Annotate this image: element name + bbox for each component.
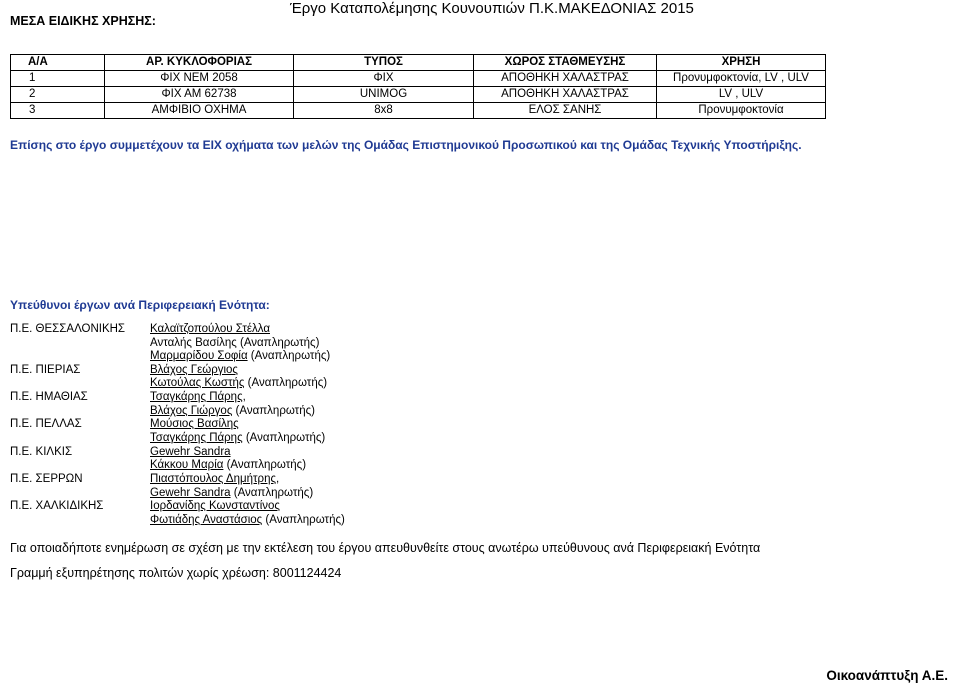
participants-note: Επίσης στο έργο συμμετέχουν τα ΕΙΧ οχήματα των μελών της Ομάδας Επιστημονικού Προσωπικού και της Ομάδας Τεχνικής Υποστήριξης. (10, 138, 802, 152)
column-header-plate: ΑΡ. ΚΥΚΛΟΦΟΡΙΑΣ (105, 55, 294, 71)
person-role: (Αναπληρωτής) (236, 337, 320, 349)
region-pella: Π.Ε. ΠΕΛΛΑΣ (10, 418, 82, 430)
person-role: (Αναπληρωτής) (262, 514, 345, 526)
hotline-line: Γραμμή εξυπηρέτησης πολιτών χωρίς χρέωση: 8001124424 (10, 566, 342, 580)
column-header-use: ΧΡΗΣΗ (657, 55, 826, 71)
person-name: Τσαγκάρης Πάρης (150, 391, 243, 403)
cell-aa: 3 (11, 103, 105, 119)
person-name: Μαρμαρίδου Σοφία (150, 350, 248, 362)
cell-use: Προνυμφοκτονία (657, 103, 826, 119)
person-name: Μούσιος Βασίλης (150, 418, 239, 430)
region-imathia: Π.Ε. ΗΜΑΘΙΑΣ (10, 391, 88, 403)
person-name: Βλάχος Γεώργιος (150, 364, 238, 376)
region-chalkidiki: Π.Ε. ΧΑΛΚΙΔΙΚΗΣ (10, 500, 104, 512)
person-entry (150, 418, 239, 430)
person-name: Ανταλής Βασίλης (150, 337, 237, 349)
person-name: Βλάχος Γιώργος (150, 405, 233, 417)
person-role: (Αναπληρωτής) (242, 432, 326, 444)
person-name: Κωτούλας Κωστής (150, 377, 245, 389)
person-role: (Αναπληρωτής) (244, 377, 328, 389)
cell-plate: ΦΙΧ ΑΜ 62738 (105, 87, 294, 103)
person-name: Gewehr Sandra (150, 487, 231, 499)
cell-parking: ΑΠΟΘΗΚΗ ΧΑΛΑΣΤΡΑΣ (474, 87, 657, 103)
region-serres: Π.Ε. ΣΕΡΡΩΝ (10, 473, 83, 485)
person-entry (150, 514, 345, 526)
table-row (11, 87, 826, 103)
cell-type: 8x8 (294, 103, 474, 119)
region-thessaloniki: Π.Ε. ΘΕΣΣΑΛΟΝΙΚΗΣ (10, 323, 126, 335)
person-role: (Αναπληρωτής) (232, 405, 315, 417)
person-entry (150, 432, 325, 444)
region-kilkis: Π.Ε. ΚΙΛΚΙΣ (10, 446, 73, 458)
person-entry (150, 473, 279, 485)
person-role: (Αναπληρωτής) (223, 459, 307, 471)
person-name: Τσαγκάρης Πάρης (150, 432, 243, 444)
column-header-aa: Α/Α (11, 55, 105, 71)
person-entry (150, 391, 246, 403)
cell-type: UNIMOG (294, 87, 474, 103)
person-entry (150, 459, 306, 471)
cell-plate: ΦΙΧ ΝΕΜ 2058 (105, 71, 294, 87)
person-name: Καλαϊτζοπούλου Στέλλα (150, 323, 270, 335)
person-role: (Αναπληρωτής) (230, 487, 314, 499)
responsible-heading: Υπεύθυνοι έργων ανά Περιφερειακή Ενότητα: (10, 298, 270, 312)
person-name: Κάκκου Μαρία (150, 459, 224, 471)
info-line: Για οποιαδήποτε ενημέρωση σε σχέση με την εκτέλεση του έργου απευθυνθείτε στους ανωτέρω υπεύθυνους ανά Περιφερειακή Ενότητα (10, 541, 761, 555)
person-entry (150, 364, 238, 376)
person-name: Φωτιάδης Αναστάσιος (150, 514, 263, 526)
cell-plate: ΑΜΦΙΒΙΟ ΟΧΗΜΑ (105, 103, 294, 119)
column-header-parking: ΧΩΡΟΣ ΣΤΑΘΜΕΥΣΗΣ (474, 55, 657, 71)
person-entry (150, 350, 330, 362)
cell-aa: 1 (11, 71, 105, 87)
column-header-type: ΤΥΠΟΣ (294, 55, 474, 71)
special-use-label: ΜΕΣΑ ΕΙΔΙΚΗΣ ΧΡΗΣΗΣ: (10, 14, 156, 28)
person-entry (150, 337, 319, 349)
project-title: Έργο Καταπολέμησης Κουνουπιών Π.Κ.ΜΑΚΕΔΟΝΙΑΣ 2015 (290, 0, 694, 17)
person-entry (150, 487, 313, 499)
person-entry (150, 323, 270, 335)
table-row (11, 71, 826, 87)
vehicles-table (10, 54, 826, 119)
person-name: Ιορδανίδης Κωνσταντίνος (150, 500, 280, 512)
person-name: Πιαστόπουλος Δημήτρης (150, 473, 277, 485)
person-role: , (276, 473, 280, 485)
cell-parking: ΑΠΟΘΗΚΗ ΧΑΛΑΣΤΡΑΣ (474, 71, 657, 87)
person-entry (150, 377, 327, 389)
table-header-row (11, 55, 826, 71)
cell-type: ΦΙΧ (294, 71, 474, 87)
table-row (11, 103, 826, 119)
cell-parking: ΕΛΟΣ ΣΑΝΗΣ (474, 103, 657, 119)
person-role: (Αναπληρωτής) (247, 350, 331, 362)
cell-use: LV , ULV (657, 87, 826, 103)
person-role: , (242, 391, 246, 403)
person-entry (150, 500, 280, 512)
signature: Οικοανάπτυξη Α.Ε. (826, 668, 948, 683)
person-entry (150, 446, 231, 458)
person-name: Gewehr Sandra (150, 446, 231, 458)
cell-use: Προνυμφοκτονία, LV , ULV (657, 71, 826, 87)
cell-aa: 2 (11, 87, 105, 103)
person-entry (150, 405, 315, 417)
region-pieria: Π.Ε. ΠΙΕΡΙΑΣ (10, 364, 81, 376)
